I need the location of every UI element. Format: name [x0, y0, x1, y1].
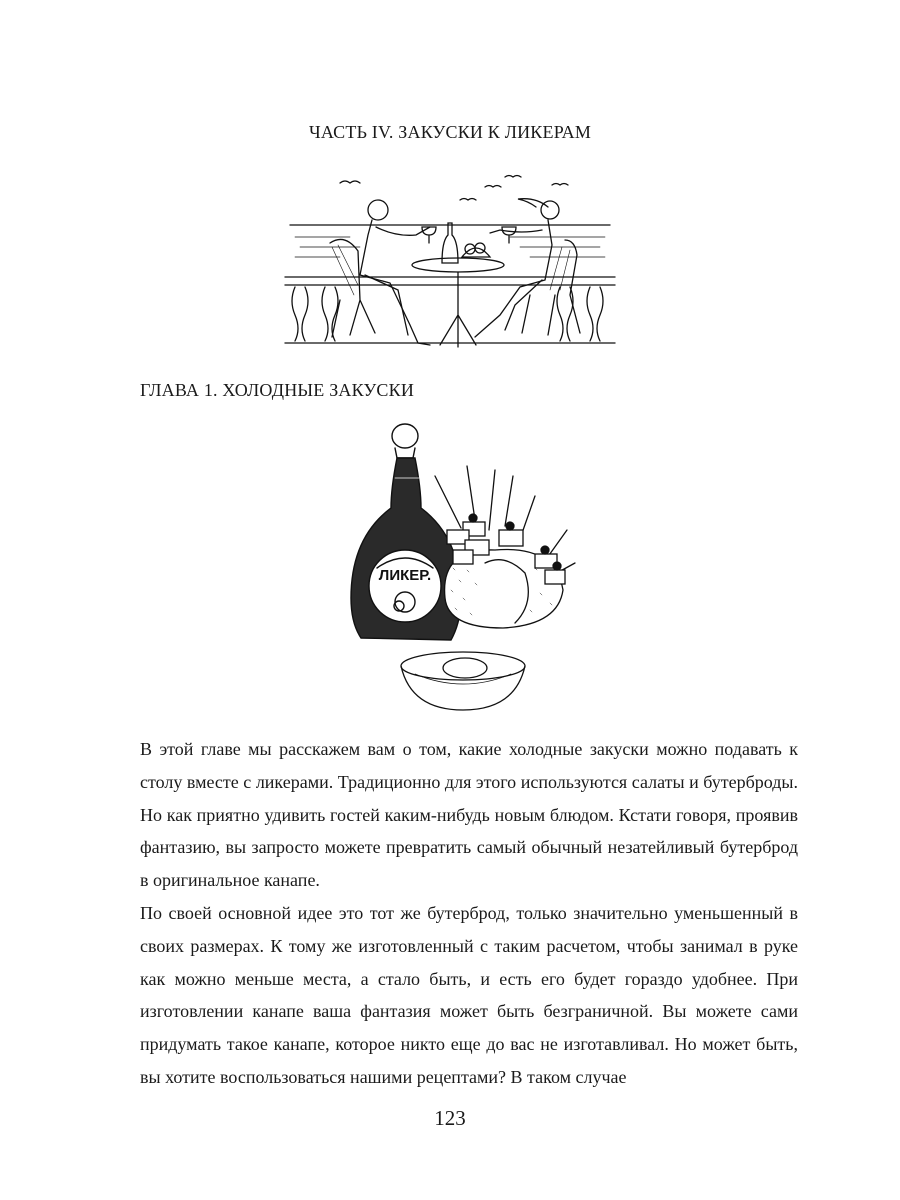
part-title: ЧАСТЬ IV. ЗАКУСКИ К ЛИКЕРАМ: [308, 122, 592, 142]
page-number: 123: [434, 1106, 466, 1130]
body-text: [140, 733, 798, 1094]
chapter-title: ГЛАВА 1. ХОЛОДНЫЕ ЗАКУСКИ: [140, 380, 415, 400]
paragraph-2: По своей основной идее это тот же бутерброд, только значительно уменьшенный в своих размерах. К тому же изготовленный с таким расчетом, чтобы занимал в руке как можно меньше места, а стало быть, и есть его будет гораздо удобнее. При изготовлении канапе ваша фантазия может быть безграничной. Вы можете сами придумать такое канапе, которое никто еще до вас не изготавливал. Но может быть, вы хотите воспользоваться нашими рецептами? В таком случае: [140, 902, 798, 1087]
cafe-couple-illustration: [280, 165, 620, 360]
paragraph-1: В этой главе мы расскажем вам о том, какие холодные закуски можно подавать к столу вместе с ликерами. Традиционно для этого используются салаты и бутерброды. Но как приятно удивить гостей каким-нибудь новым блюдом. Кстати говоря, проявив фантазию, вы запросто можете превратить самый обычный незатейливый бутерброд в оригинальное канапе.: [140, 739, 798, 891]
bottle-label-text: ЛИКЕР.: [378, 567, 432, 584]
liqueur-canape-illustration: [335, 418, 590, 718]
